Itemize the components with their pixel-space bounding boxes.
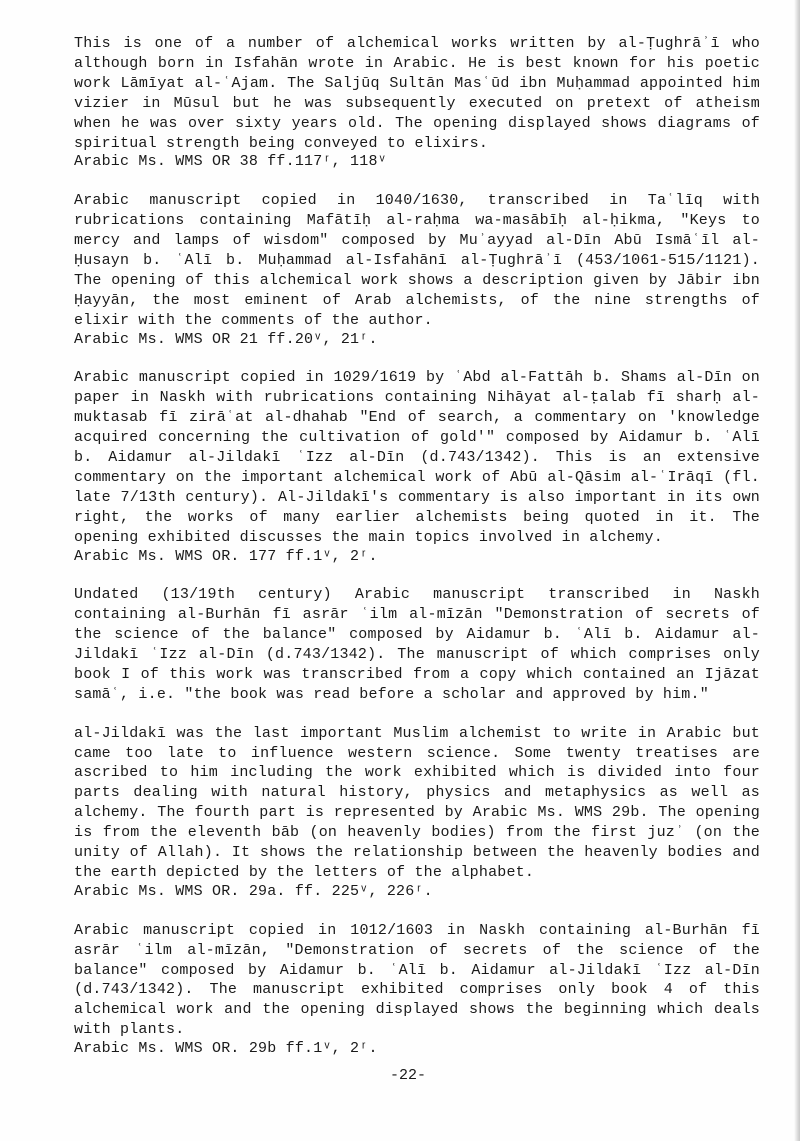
paragraph-5-reference: Arabic Ms. WMS OR. 29a. ff. 225ᵛ, 226ʳ. xyxy=(74,882,433,900)
paragraph-5 xyxy=(74,724,760,902)
paragraph-2-text: Arabic manuscript copied in 1040/1630, transcribed in Taʿlīq with rubrications containing Mafātīḥ al-raḥma wa-masābīḥ al-ḥikma, "Keys to mercy and lamps of wisdom" composed by Muʾayyad al-Dīn Abū Ismāʿīl al-Ḥusayn b. ʿAlī b. Muḥammad al-Isfahānī al-Ṭughrāʾī (453/1061-515/1121). The opening of this alchemical work shows a description given by Jābir ibn Ḥayyān, the most eminent of Arab alchemists, of the nine strengths of elixir with the comments of the author. xyxy=(74,192,760,329)
paragraph-4-text: Undated (13/19th century) Arabic manuscript transcribed in Naskh containing al-Burhān fī asrār ʿilm al-mīzān "Demonstration of secrets of the science of the balance" composed by Aidamur b. ʿAlī b. Aidamur al-Jildakī ʿIzz al-Dīn (d.743/1342). The manuscript of which comprises only book I of this work was transcribed from a copy which contained an Ijāzat samāʿ, i.e. "the book was read before a scholar and approved by him." xyxy=(74,586,760,703)
page-number: -22- xyxy=(389,1067,426,1084)
paragraph-3-text: Arabic manuscript copied in 1029/1619 by ʿAbd al-Fattāh b. Shams al-Dīn on paper in Naskh with rubrications containing Nihāyat al-ṭalab fī sharḥ al-muktasab fī zirāʿat al-dhahab "End of search, a commentary on 'knowledge acquired concerning the cultivation of gold'" composed by Aidamur b. ʿAlī b. Aidamur al-Jildakī ʿIzz al-Dīn (d.743/1342). This is an extensive commentary on the important alchemical work of Abū al-Qāsim al-ʿIrāqī (fl. late 7/13th century). Al-Jildakī's commentary is also important in its own right, the works of many earlier alchemists being quoted in it. The opening exhibited discusses the main topics involved in alchemy. xyxy=(74,369,760,546)
paragraph-6-reference: Arabic Ms. WMS OR. 29b ff.1ᵛ, 2ʳ. xyxy=(74,1040,378,1058)
paragraph-1 xyxy=(74,34,760,172)
paragraph-4 xyxy=(74,585,760,704)
paragraph-5-text: al-Jildakī was the last important Muslim alchemist to write in Arabic but came too late to influence western science. Some twenty treatises are ascribed to him including the work exhibited which is divided into four parts dealing with natural history, physics and metaphysics as well as alchemy. The fourth part is represented by Arabic Ms. WMS 29b. The opening is from the eleventh bāb (on heavenly bodies) from the first juzʾ (on the unity of Allah). It shows the relationship between the heavenly bodies and the earth depicted by the letters of the alphabet. xyxy=(74,724,760,881)
page-edge-shadow xyxy=(794,0,800,1141)
paragraph-1-text: This is one of a number of alchemical works written by al-Ṭughrāʾī who although born in Isfahān wrote in Arabic. He is best known for his poetic work Lāmīyat al-ʿAjam. The Saljūq Sultān Masʿūd ibn Muḥammad appointed him vizier in Mūsul but he was subsequently executed on pretext of atheism when he was over sixty years old. The opening displayed shows diagrams of spiritual strength being conveyed to elixirs. xyxy=(74,35,760,152)
paragraph-2 xyxy=(74,191,760,349)
paragraph-6 xyxy=(74,921,760,1059)
paragraph-3-reference: Arabic Ms. WMS OR. 177 ff.1ᵛ, 2ʳ. xyxy=(74,547,378,565)
paragraph-1-reference: Arabic Ms. WMS OR 38 ff.117ʳ, 118ᵛ xyxy=(74,153,387,171)
body-text xyxy=(74,34,760,1078)
paragraph-2-reference: Arabic Ms. WMS OR 21 ff.20ᵛ, 21ʳ. xyxy=(74,330,378,348)
paragraph-3 xyxy=(74,368,760,566)
paragraph-6-text: Arabic manuscript copied in 1012/1603 in Naskh containing al-Burhān fī asrār ʿilm al-mīzān, "Demonstration of secrets of the science of the balance" composed by Aidamur b. ʿAlī b. Aidamur al-Jildakī ʿIzz al-Dīn (d.743/1342). The manuscript exhibited comprises only book 4 of this alchemical work and the opening displayed shows the beginning which deals with plants. xyxy=(74,921,760,1039)
